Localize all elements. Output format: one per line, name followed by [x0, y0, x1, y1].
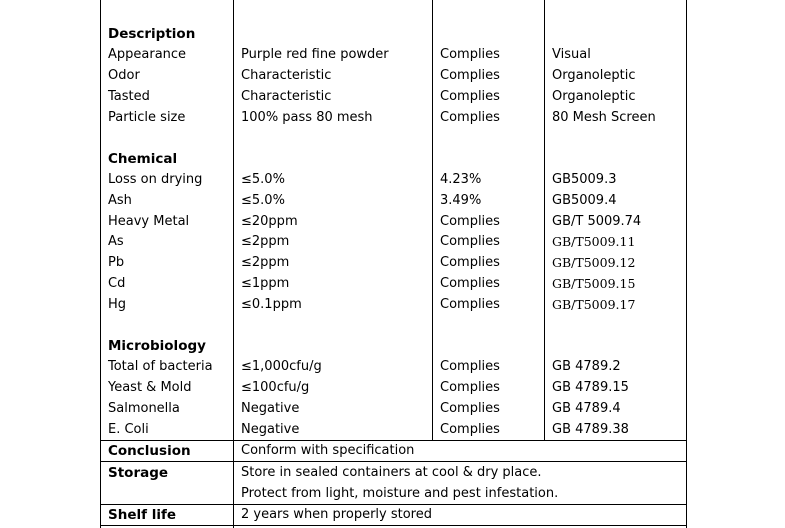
section-title-chemical: Chemical [108, 151, 178, 167]
result: 3.49% [440, 193, 482, 208]
conclusion-text: Conform with specification [241, 443, 415, 458]
result: Complies [440, 110, 500, 125]
specification: Purple red fine powder [241, 47, 389, 62]
table-border-bottom [100, 525, 687, 526]
result: Complies [440, 297, 500, 312]
section-title-description: Description [108, 26, 196, 42]
test-method: GB5009.4 [552, 193, 617, 208]
test-item: Loss on drying [108, 172, 203, 187]
specification: ≤1,000cfu/g [241, 359, 322, 374]
test-item: E. Coli [108, 422, 149, 437]
test-method: GB/T5009.12 [552, 255, 636, 270]
test-method: 80 Mesh Screen [552, 110, 656, 125]
test-method: GB/T5009.15 [552, 276, 636, 291]
result: Complies [440, 359, 500, 374]
test-item: Total of bacteria [108, 359, 213, 374]
result: Complies [440, 401, 500, 416]
specification: Negative [241, 401, 300, 416]
result: Complies [440, 68, 500, 83]
test-item: Salmonella [108, 401, 180, 416]
storage-text-line-2: Protect from light, moisture and pest infestation. [241, 486, 559, 501]
specification: ≤2ppm [241, 234, 290, 249]
test-item: Heavy Metal [108, 214, 190, 229]
table-border-left [100, 0, 101, 528]
test-method: GB/T5009.17 [552, 297, 636, 312]
shelf-life-label: Shelf life [108, 507, 176, 523]
column-divider-3 [544, 0, 545, 440]
result: Complies [440, 89, 500, 104]
specification: ≤20ppm [241, 214, 298, 229]
specification: Characteristic [241, 89, 332, 104]
result: Complies [440, 214, 500, 229]
test-item: Appearance [108, 47, 187, 62]
result: Complies [440, 380, 500, 395]
test-item: Ash [108, 193, 132, 208]
row-divider-conclusion-top [100, 440, 687, 441]
result: Complies [440, 234, 500, 249]
test-method: GB/T5009.11 [552, 234, 636, 249]
test-method: GB5009.3 [552, 172, 617, 187]
specification: 100% pass 80 mesh [241, 110, 373, 125]
specification: Negative [241, 422, 300, 437]
section-title-microbiology: Microbiology [108, 338, 206, 354]
test-item: Hg [108, 297, 127, 312]
label-divider-conclusion [233, 440, 234, 528]
test-item: Tasted [108, 89, 150, 104]
test-item: Pb [108, 255, 125, 270]
specification: ≤100cfu/g [241, 380, 310, 395]
specification-table [100, 0, 687, 528]
result: Complies [440, 47, 500, 62]
specification: ≤1ppm [241, 276, 290, 291]
test-method: GB 4789.15 [552, 380, 629, 395]
specification: ≤0.1ppm [241, 297, 302, 312]
test-method: Organoleptic [552, 68, 636, 83]
result: Complies [440, 255, 500, 270]
specification: Characteristic [241, 68, 332, 83]
result: 4.23% [440, 172, 482, 187]
storage-label: Storage [108, 465, 169, 481]
column-divider-1 [233, 0, 234, 440]
test-method: GB 4789.2 [552, 359, 621, 374]
table-border-right [686, 0, 687, 528]
test-method: GB/T 5009.74 [552, 214, 642, 229]
specification: ≤5.0% [241, 193, 285, 208]
test-item: Yeast & Mold [108, 380, 192, 395]
specification: ≤5.0% [241, 172, 285, 187]
test-method: Visual [552, 47, 591, 62]
row-divider-storage-top [100, 461, 687, 462]
test-item: Cd [108, 276, 126, 291]
test-method: GB 4789.38 [552, 422, 629, 437]
test-item: Odor [108, 68, 140, 83]
test-item: As [108, 234, 124, 249]
result: Complies [440, 276, 500, 291]
test-method: Organoleptic [552, 89, 636, 104]
test-item: Particle size [108, 110, 186, 125]
specification: ≤2ppm [241, 255, 290, 270]
column-divider-2 [432, 0, 433, 440]
row-divider-shelf-top [100, 504, 687, 505]
conclusion-label: Conclusion [108, 443, 191, 459]
result: Complies [440, 422, 500, 437]
test-method: GB 4789.4 [552, 401, 621, 416]
shelf-life-text: 2 years when properly stored [241, 507, 432, 522]
storage-text-line-1: Store in sealed containers at cool & dry place. [241, 465, 542, 480]
